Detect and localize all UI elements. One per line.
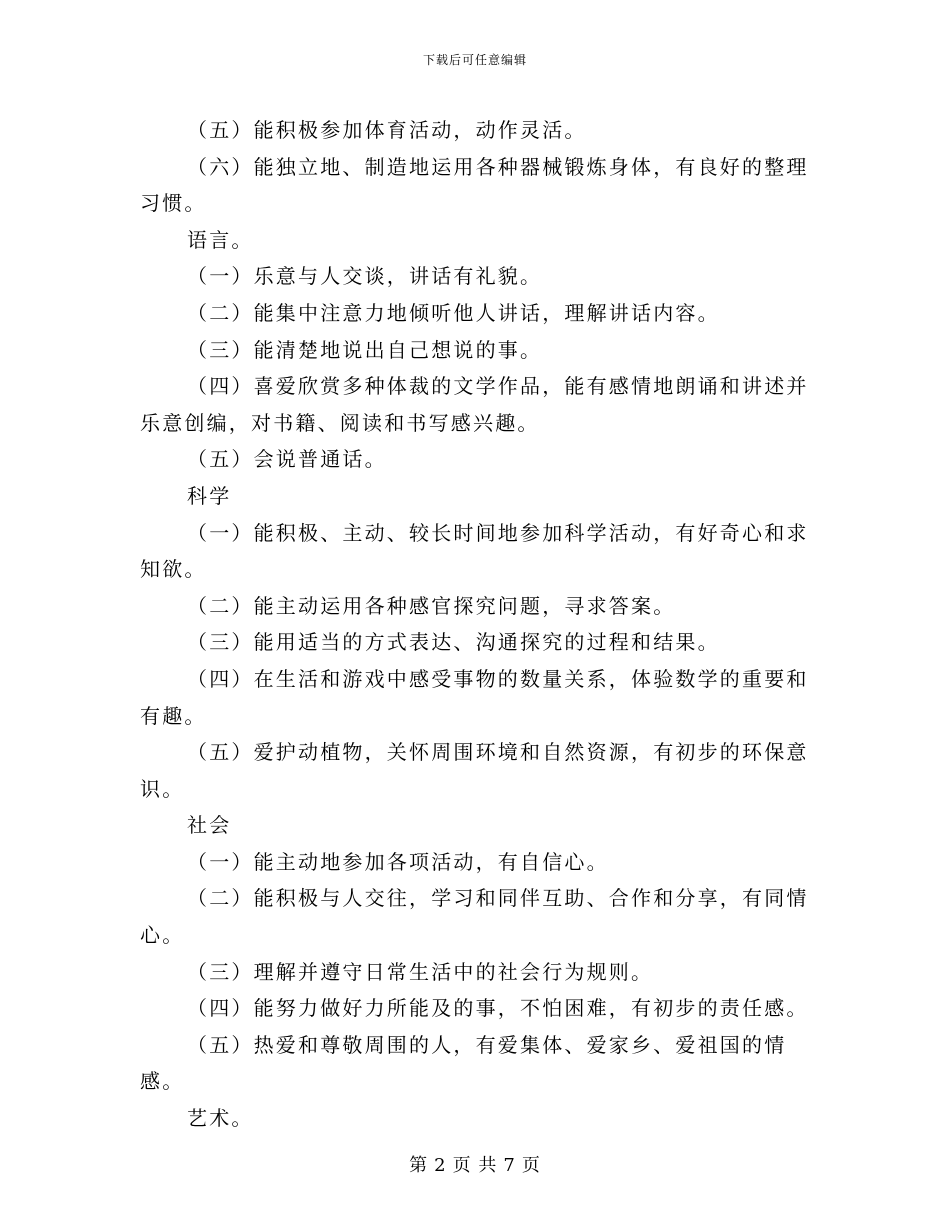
list-item: （三）理解并遵守日常生活中的社会行为规则。 [187, 959, 654, 984]
list-item: （三）能清楚地说出自己想说的事。 [187, 337, 543, 362]
list-item: （四）能努力做好力所能及的事，不怕困难，有初步的责任感。 [187, 996, 809, 1021]
list-item: （三）能用适当的方式表达、沟通探究的过程和结果。 [187, 630, 720, 655]
page-header: 下载后可任意编辑 [422, 53, 527, 67]
list-item: （一）乐意与人交谈，讲话有礼貌。 [187, 264, 543, 289]
list-item: （一）能主动地参加各项活动，有自信心。 [187, 849, 609, 874]
list-item: （五）会说普通话。 [187, 447, 387, 472]
section-heading-society: 社会 [187, 813, 232, 838]
list-item: （二）能积极与人交往，学习和同伴互助、合作和分享，有同情心。 [140, 886, 809, 948]
list-item: （四）在生活和游戏中感受事物的数量关系，体验数学的重要和有趣。 [140, 666, 809, 728]
list-item: （二）能主动运用各种感官探究问题，寻求答案。 [187, 593, 676, 618]
list-item: （四）喜爱欣赏多种体裁的文学作品，能有感情地朗诵和讲述并乐意创编，对书籍、阅读和书写感兴趣。 [140, 374, 809, 435]
footer-prefix: 第 [409, 1155, 429, 1176]
section-heading-language: 语言。 [187, 227, 254, 252]
list-item: （五）热爱和尊敬周围的人，有爱集体、爱家乡、爱祖国的情感。 [140, 1032, 787, 1094]
list-item: （五）能积极参加体育活动，动作灵活。 [187, 118, 587, 142]
list-item: （二）能集中注意力地倾听他人讲话，理解讲话内容。 [187, 300, 720, 325]
footer-total-pages: 7 [503, 1155, 516, 1176]
page-footer [0, 1155, 950, 1177]
footer-suffix: 页 [521, 1155, 541, 1176]
list-item: （五）爱护动植物，关怀周围环境和自然资源，有初步的环保意识。 [140, 740, 809, 801]
footer-page-number: 2 [434, 1155, 447, 1176]
footer-middle: 页 共 [452, 1155, 498, 1176]
list-item: （一）能积极、主动、较长时间地参加科学活动，有好奇心和求知欲。 [140, 520, 809, 582]
list-item: （六）能独立地、制造地运用各种器械锻炼身体，有良好的整理习惯。 [140, 154, 809, 216]
section-heading-science: 科学 [187, 483, 232, 508]
document-body [140, 112, 810, 1137]
section-heading-art: 艺术。 [187, 1106, 254, 1131]
